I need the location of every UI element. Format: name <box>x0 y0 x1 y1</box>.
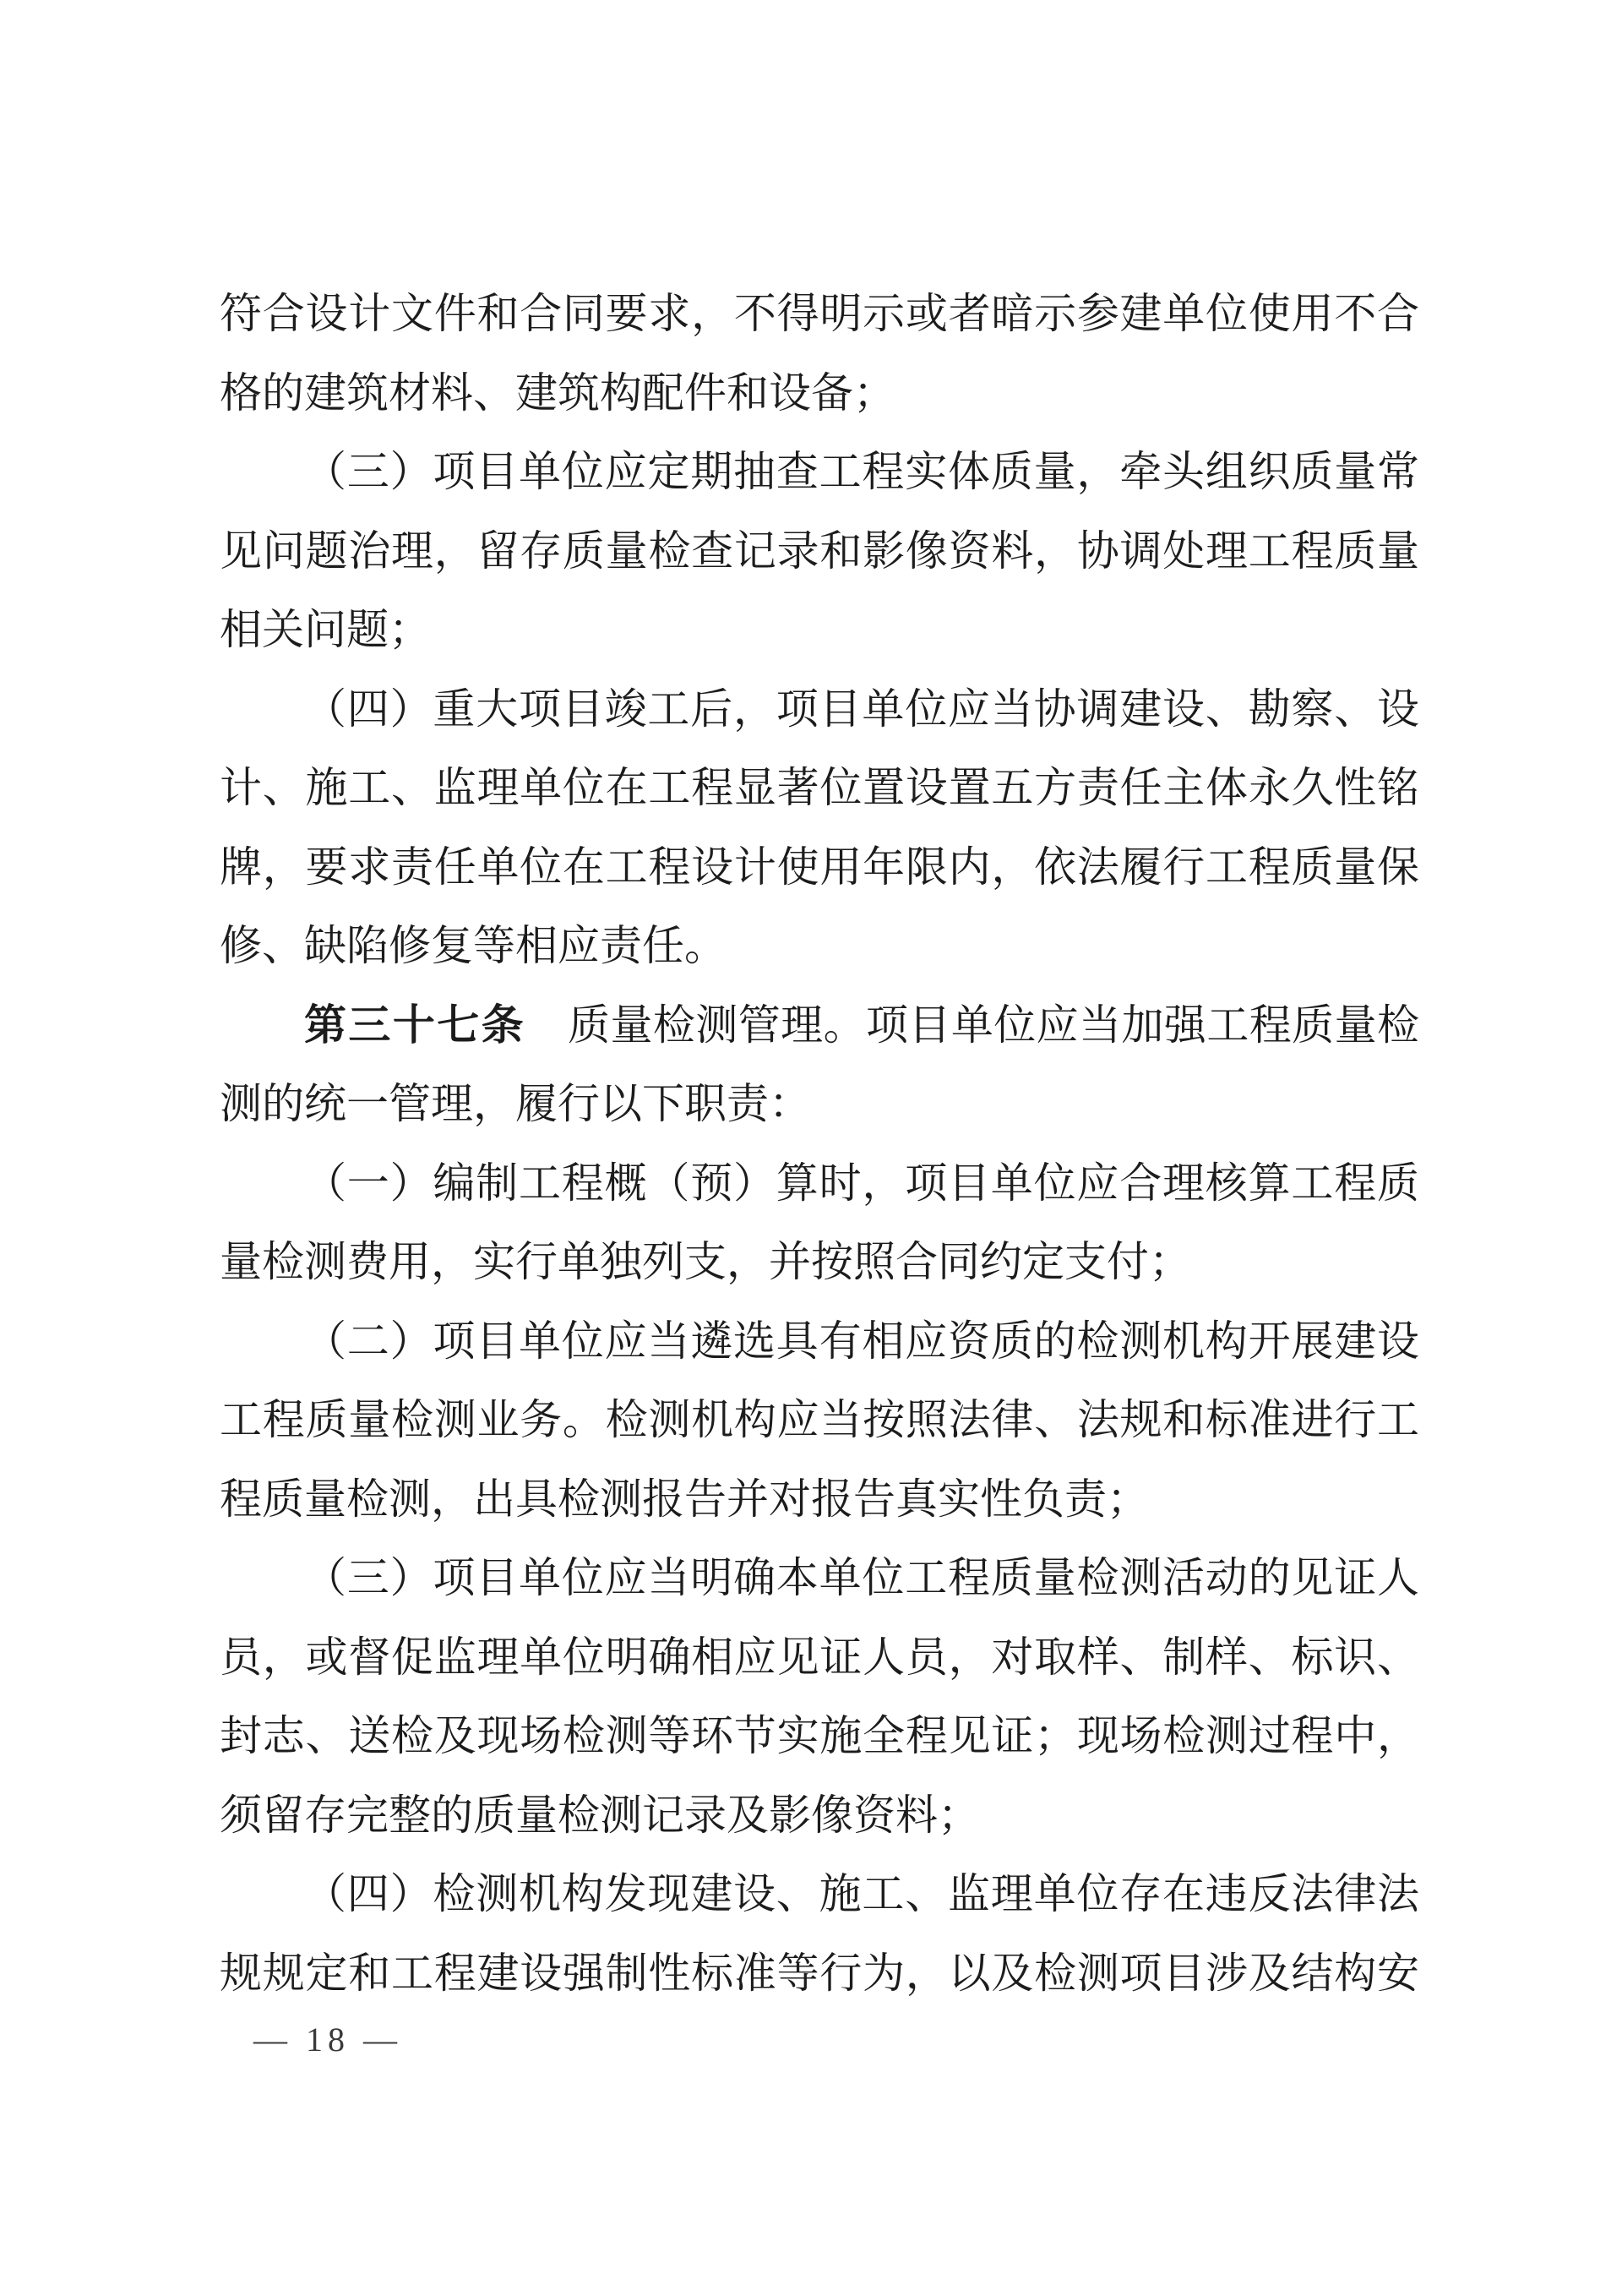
paragraph-line: 封志、送检及现场检测等环节实施全程见证；现场检测过程中， <box>220 1712 1419 1759</box>
article-37-text: 质量检测管理。项目单位应当加强工程质量检 <box>568 1001 1420 1049</box>
document-body <box>220 275 1419 2013</box>
paragraph-line: 工程质量检测业务。检测机构应当按照法律、法规和标准进行工 <box>220 1396 1419 1443</box>
paragraph-line: 牌，要求责任单位在工程设计使用年限内，依法履行工程质量保 <box>220 843 1419 891</box>
paragraph-line: 格的建筑材料、建筑构配件和设备； <box>220 368 895 417</box>
paragraph-line: 员，或督促监理单位明确相应见证人员，对取样、制样、标识、 <box>220 1633 1419 1681</box>
paragraph-line: （四）重大项目竣工后，项目单位应当协调建设、勘察、设 <box>304 684 1419 733</box>
paragraph-line: 符合设计文件和合同要求，不得明示或者暗示参建单位使用不合 <box>220 290 1419 337</box>
page-number: — 18 — <box>253 2021 402 2059</box>
paragraph-line: （三）项目单位应定期抽查工程实体质量，牵头组织质量常 <box>304 448 1419 495</box>
paragraph-line: 量检测费用，实行单独列支，并按照合同约定支付； <box>220 1238 1191 1285</box>
paragraph-line: 测的统一管理，履行以下职责： <box>220 1080 811 1127</box>
paragraph-line: 见问题治理，留存质量检查记录和影像资料，协调处理工程质量 <box>220 526 1419 575</box>
paragraph-line: 修、缺陷修复等相应责任。 <box>220 922 727 969</box>
paragraph-line: 规规定和工程建设强制性标准等行为，以及检测项目涉及结构安 <box>220 1949 1419 1997</box>
paragraph-line: （三）项目单位应当明确本单位工程质量检测活动的见证人 <box>304 1554 1419 1601</box>
article-number-heading: 第三十七条 <box>304 1001 526 1049</box>
paragraph-line: （一）编制工程概（预）算时，项目单位应合理核算工程质 <box>304 1159 1419 1207</box>
paragraph-line: 计、施工、监理单位在工程显著位置设置五方责任主体永久性铭 <box>220 764 1419 811</box>
paragraph-line: （二）项目单位应当遴选具有相应资质的检测机构开展建设 <box>304 1317 1419 1365</box>
paragraph-line: 程质量检测，出具检测报告并对报告真实性负责； <box>220 1475 1149 1523</box>
paragraph-line: 相关问题； <box>220 606 431 653</box>
paragraph-line: 须留存完整的质量检测记录及影像资料； <box>220 1791 980 1839</box>
paragraph-line: （四）检测机构发现建设、施工、监理单位存在违反法律法 <box>304 1870 1419 1917</box>
paragraph-line-article-37 <box>220 986 1419 1066</box>
